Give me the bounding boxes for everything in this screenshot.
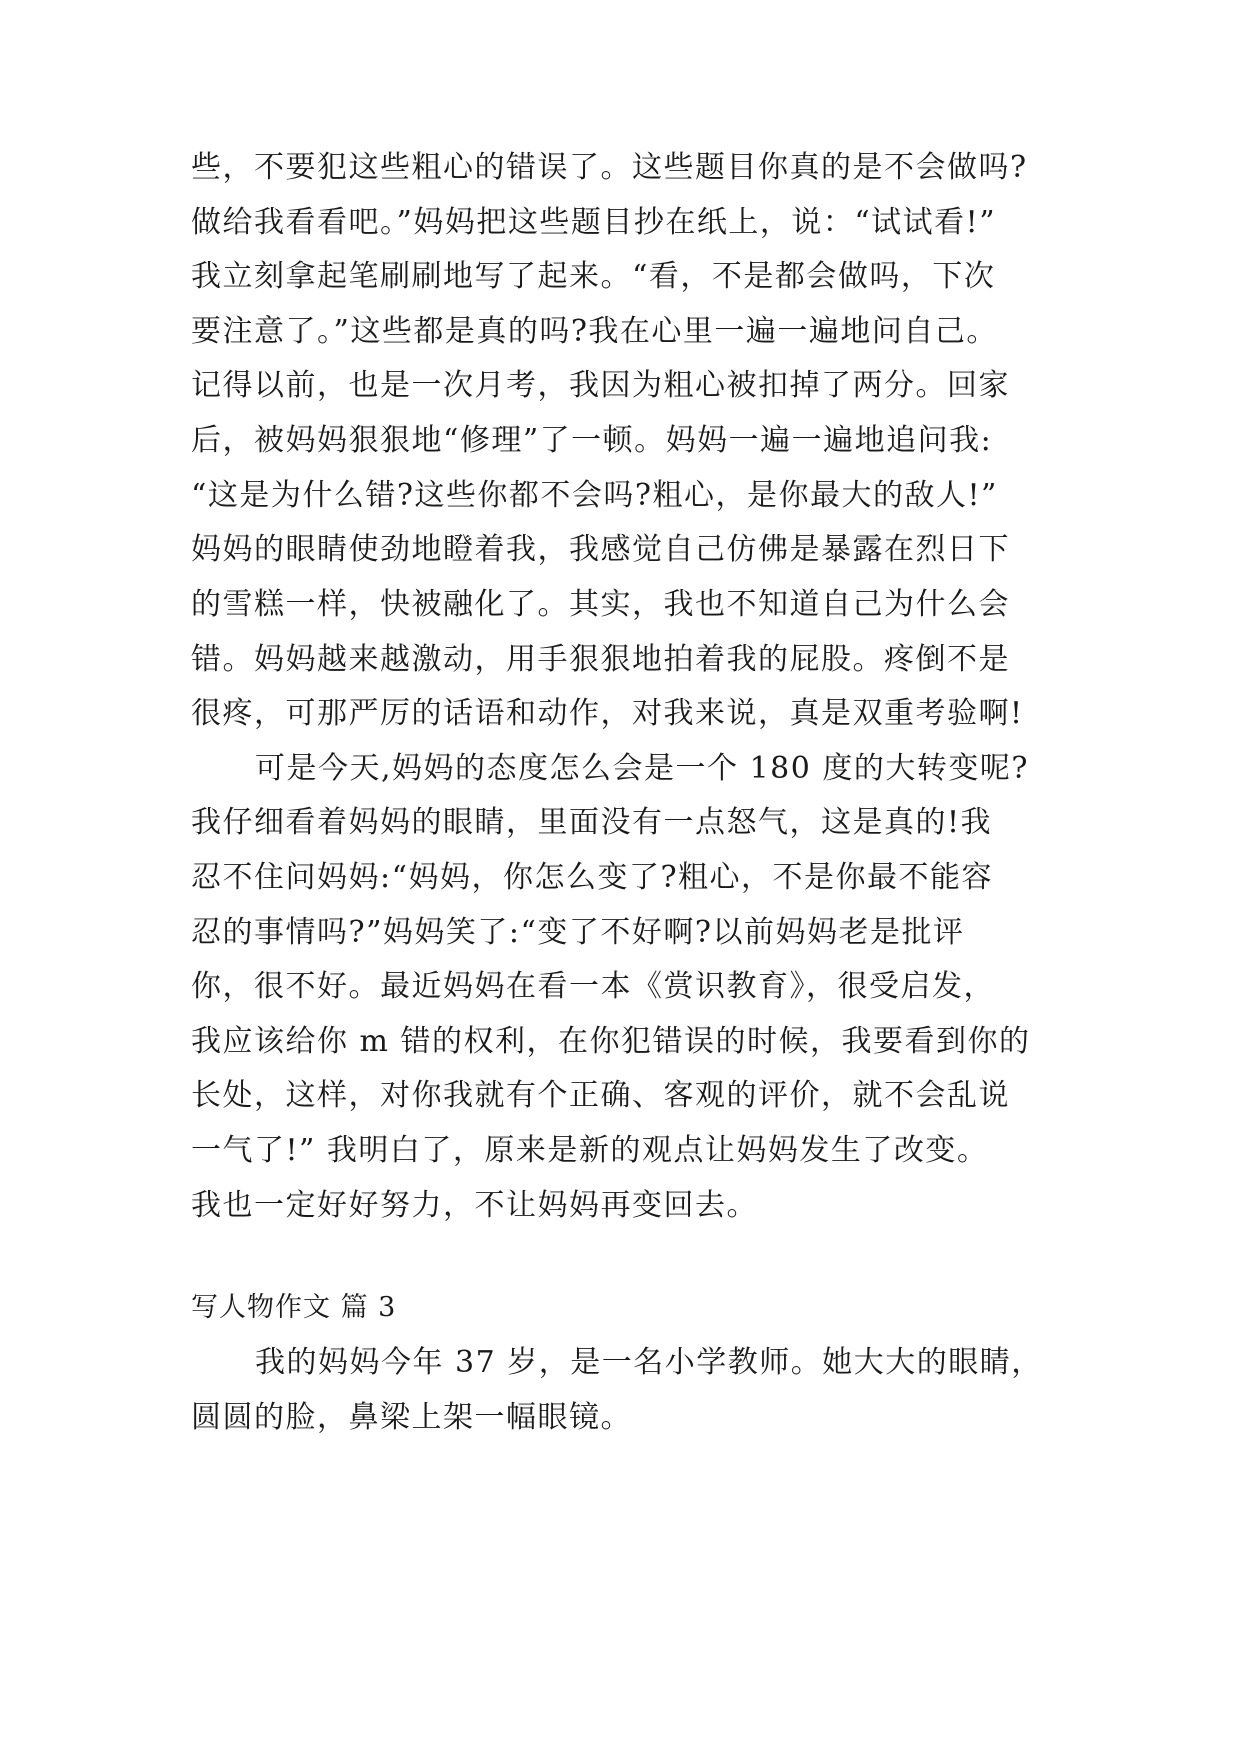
text-line: 后，被妈妈狠狠地“修理”了一顿。妈妈一遍一遍地追问我: — [191, 423, 993, 458]
text-line: 忍不住问妈妈:“妈妈，你怎么变了?粗心，不是你最不能容 — [191, 860, 994, 895]
text-line: 长处，这样，对你我就有个正确、客观的评价，就不会乱说 — [191, 1078, 1010, 1113]
text-line: 我立刻拿起笔刷刷地写了起来。“看，不是都会做吗，下次 — [191, 259, 996, 294]
text-line: “这是为什么错?这些你都不会吗?粗心，是你最大的敌人!” — [191, 478, 998, 513]
text-line: 的雪糕一样，快被融化了。其实，我也不知道自己为什么会 — [191, 587, 1010, 622]
text-line: 你，很不好。最近妈妈在看一本《赏识教育》，很受启发， — [191, 969, 995, 1004]
section-heading: 写人物作文 篇 3 — [191, 1292, 397, 1323]
text-line: 忍的事情吗?”妈妈笑了:“变了不好啊?以前妈妈老是批评 — [191, 915, 965, 950]
text-line: 错。妈妈越来越激动，用手狠狠地拍着我的屁股。疼倒不是 — [191, 642, 1010, 677]
text-line: 一气了!” 我明白了，原来是新的观点让妈妈发生了改变。 — [191, 1133, 989, 1168]
text-line: 圆圆的脸，鼻梁上架一幅眼镜。 — [191, 1400, 632, 1435]
text-line: 我仔细看着妈妈的眼睛，里面没有一点怒气，这是真的!我 — [191, 805, 993, 840]
text-line: 可是今天,妈妈的态度怎么会是一个 180 度的大转变呢? — [255, 751, 1029, 786]
text-line: 做给我看看吧。”妈妈把这些题目抄在纸上，说：“试试看!” — [191, 205, 997, 240]
text-line: 很疼，可那严厉的话语和动作，对我来说，真是双重考验啊! — [191, 696, 1024, 731]
text-line: 妈妈的眼睛使劲地瞪着我，我感觉自己仿佛是暴露在烈日下 — [191, 532, 1010, 567]
text-line: 我的妈妈今年 37 岁，是一名小学教师。她大大的眼睛， — [255, 1345, 1043, 1380]
text-line: 些，不要犯这些粗心的错误了。这些题目你真的是不会做吗? — [191, 150, 1028, 185]
text-line: 我应该给你 m 错的权利，在你犯错误的时候，我要看到你的 — [191, 1024, 1031, 1059]
text-line: 记得以前，也是一次月考，我因为粗心被扣掉了两分。回家 — [191, 368, 1010, 403]
text-line: 要注意了。”这些都是真的吗?我在心里一遍一遍地问自己。 — [191, 314, 998, 349]
text-line: 我也一定好好努力，不让妈妈再变回去。 — [191, 1188, 758, 1223]
